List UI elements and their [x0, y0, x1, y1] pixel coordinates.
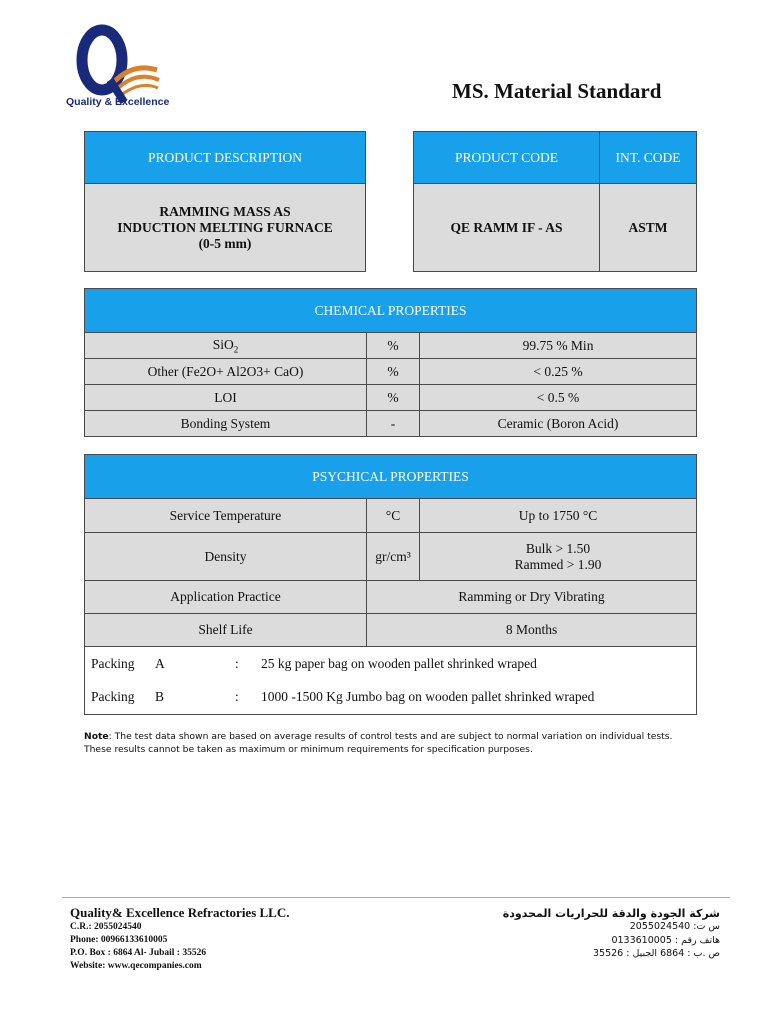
application-practice-label: Application Practice — [85, 581, 367, 614]
product-description-table — [84, 131, 366, 272]
footer-pobox-ar: ص .ب : 6864 الجبيل : 35526 — [593, 948, 720, 959]
chem-unit: % — [367, 333, 420, 359]
shelf-life-value: 8 Months — [367, 614, 697, 647]
chem-name-other: Other (Fe2O+ Al2O3+ CaO) — [85, 359, 367, 385]
packing-row-a — [91, 648, 696, 681]
note-paragraph — [84, 730, 696, 756]
chem-name-bonding: Bonding System — [85, 411, 367, 437]
density-label: Density — [85, 533, 367, 581]
physical-properties-header: PSYCHICAL PROPERTIES — [85, 455, 697, 499]
document-title: MS. Material Standard — [452, 79, 662, 103]
logo-tagline: Quality & Excellence — [66, 96, 170, 108]
service-temperature-label: Service Temperature — [85, 499, 367, 533]
footer-divider — [62, 897, 730, 898]
footer-cr-ar: س ت: 2055024540 — [629, 921, 720, 932]
footer-website: Website: www.qecompanies.com — [70, 961, 202, 971]
sio2-subscript: 2 — [233, 344, 239, 355]
chemical-properties-header: CHEMICAL PROPERTIES — [85, 289, 697, 333]
product-code-table — [413, 131, 697, 272]
footer-phone-ar: هاتف رقم : 0133610005 — [611, 934, 720, 946]
footer-pobox: P.O. Box : 6864 Al- Jubail : 35526 — [70, 948, 207, 958]
packing-colon: : — [235, 656, 239, 671]
footer-company-name: Quality& Excellence Refractories LLC. — [70, 905, 290, 920]
packing-cell — [85, 647, 697, 715]
int-code-header: INT. CODE — [600, 132, 697, 184]
chem-unit: % — [367, 359, 420, 385]
int-code-value: ASTM — [600, 184, 697, 272]
packing-value: 1000 -1500 Kg Jumbo bag on wooden pallet shrinked wraped — [261, 689, 595, 704]
footer-english — [70, 905, 290, 973]
density-rammed: Rammed > 1.90 — [514, 556, 602, 572]
density-value — [420, 533, 697, 581]
sio2-main: SiO — [212, 336, 234, 352]
chem-name-sio2 — [85, 333, 367, 359]
density-bulk: Bulk > 1.50 — [525, 540, 591, 556]
chem-value: < 0.25 % — [420, 359, 697, 385]
chem-name-loi: LOI — [85, 385, 367, 411]
chemical-properties-table — [84, 288, 697, 437]
shelf-life-label: Shelf Life — [85, 614, 367, 647]
description-line-3: (0-5 mm) — [198, 235, 252, 251]
packing-type: B — [155, 689, 165, 704]
service-temperature-value: Up to 1750 °C — [420, 499, 697, 533]
product-code-value: QE RAMM IF - AS — [414, 184, 600, 272]
packing-label: Packing — [91, 689, 135, 704]
packing-row-b — [91, 681, 696, 714]
note-text: : The test data shown are based on average results of control tests and are subject to normal variation on individual tests. These results cannot be taken as maximum or minimum requirements for specification purposes. — [84, 731, 673, 755]
description-line-1: RAMMING MASS AS — [159, 203, 291, 219]
footer-company-name-ar: شركة الجودة والدقة للحراريات المحدودة — [502, 907, 720, 920]
application-practice-value: Ramming or Dry Vibrating — [367, 581, 697, 614]
note-label: Note — [84, 731, 109, 742]
footer-arabic — [503, 907, 720, 961]
physical-properties-table — [84, 454, 697, 715]
product-description-cell — [85, 184, 366, 272]
chem-value: < 0.5 % — [420, 385, 697, 411]
packing-colon: : — [235, 689, 239, 704]
density-unit: gr/cm³ — [367, 533, 420, 581]
packing-type: A — [155, 656, 165, 671]
packing-label: Packing — [91, 656, 135, 671]
service-temperature-unit: °C — [367, 499, 420, 533]
chem-value: Ceramic (Boron Acid) — [420, 411, 697, 437]
footer-phone: Phone: 00966133610005 — [70, 935, 168, 945]
chem-unit: % — [367, 385, 420, 411]
footer-cr: C.R.: 2055024540 — [70, 922, 142, 932]
description-line-2: INDUCTION MELTING FURNACE — [117, 219, 333, 235]
product-description-header: PRODUCT DESCRIPTION — [85, 132, 366, 184]
chem-unit: - — [367, 411, 420, 437]
product-code-header: PRODUCT CODE — [414, 132, 600, 184]
packing-value: 25 kg paper bag on wooden pallet shrinked wraped — [261, 656, 537, 671]
chem-value: 99.75 % Min — [420, 333, 697, 359]
